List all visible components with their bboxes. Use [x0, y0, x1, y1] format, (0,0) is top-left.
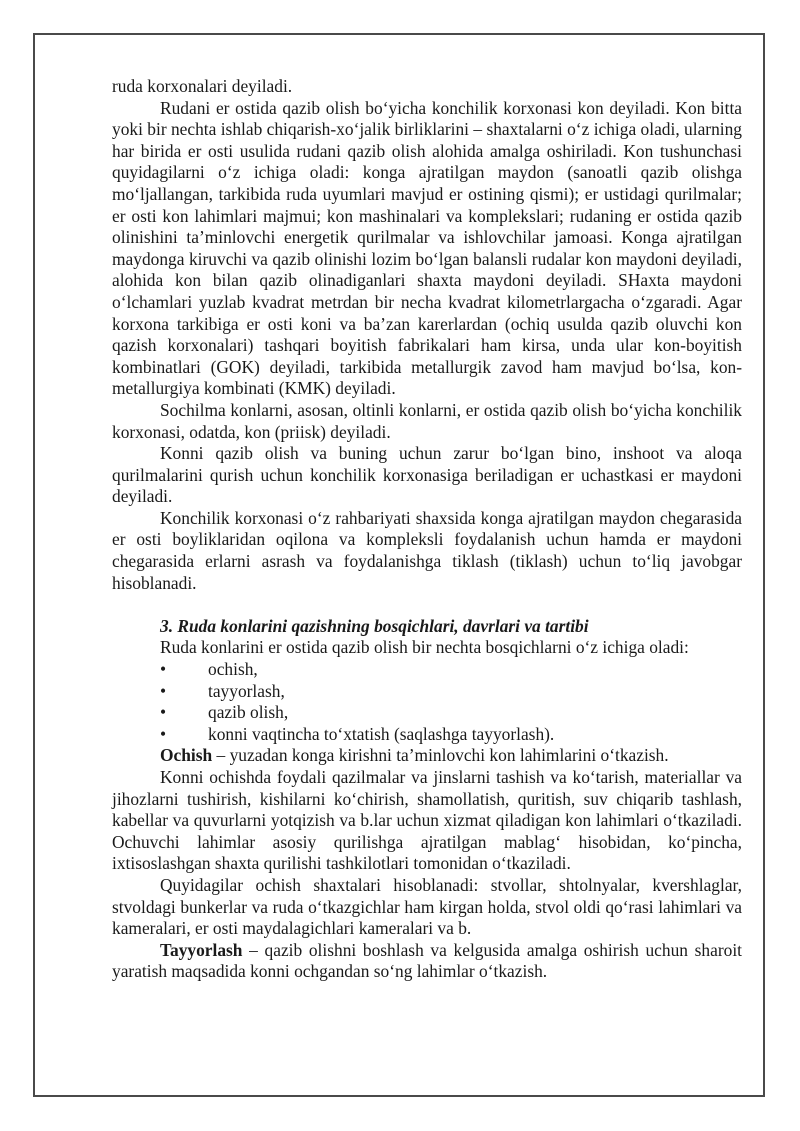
list-item [112, 659, 742, 681]
section-heading: 3. Ruda konlarini qazishning bosqichlari, davrlari va tartibi [160, 615, 589, 636]
section-intro: Ruda konlarini er ostida qazib olish bir nechta bosqichlarni o‘z ichiga oladi: [160, 637, 689, 658]
paragraph: Quyidagilar ochish shaxtalari hisoblanadi: stvollar, shtolnyalar, kvershlaglar, stvoldagi bunkerlar va ruda o‘tkazgichlar ham kirgan holda, stvol oldi qo‘rasi lahimlari va kameralari, er osti maydalagichlari kameralari va b. [112, 874, 742, 939]
ochish-term: Ochish [160, 745, 213, 766]
stages-list [112, 659, 742, 745]
bullet-icon: • [160, 702, 167, 723]
paragraph: ruda korxonalari deyiladi. [112, 76, 293, 96]
list-item [112, 702, 742, 724]
tayyorlash-definition [112, 940, 742, 983]
paragraph: Konni ochishda foydali qazilmalar va jinslarni tashish va ko‘tarish, materiallar va jihozlarni tushirish, kishilarni ko‘chirish, shamollatish, quritish, suv chiqarib tashlash, kabellar va quvurlarni yotqizish va b.lar uchun xizmat qiladigan kon lahimlari o‘tkaziladi. Ochuvchi lahimlar asosiy qurilishga ajratilgan mablag‘ hisobidan, ko‘pincha, ixtisoslashgan shaxta qurilishi tashkilotlari tomonidan o‘tkaziladi. [112, 767, 742, 874]
ochish-text: – yuzadan konga kirishni ta’minlovchi kon lahimlarini o‘tkazish. [212, 745, 669, 766]
section-gap [112, 594, 742, 616]
list-item-text: qazib olish, [208, 702, 289, 723]
paragraph: Konni qazib olish va buning uchun zarur bo‘lgan bino, inshoot va aloqa qurilmalarini qurish uchun konchilik korxonasiga beriladigan er uchastkasi er maydoni deyiladi. [112, 443, 742, 507]
paragraph: Sochilma konlarni, asosan, oltinli konlarni, er ostida qazib olish bo‘yicha konchilik korxonasi, odatda, kon (priisk) deyiladi. [112, 399, 742, 442]
list-item-text: konni vaqtincha to‘xtatish (saqlashga tayyorlash). [208, 723, 555, 744]
paragraph: Konchilik korxonasi o‘z rahbariyati shaxsida konga ajratilgan maydon chegarasida er osti boyliklaridan oqilona va kompleksli foydalanish uchun hamda er maydoni chegarasida erlarni asrash va foydalanishga tiklash (tiklash) uchun to‘liq javobgar hisoblanadi. [112, 507, 742, 593]
bullet-icon: • [160, 659, 167, 680]
document-body [112, 76, 742, 983]
ochish-definition [112, 745, 742, 767]
paragraphs-before [112, 76, 742, 594]
tayyorlash-text: – qazib olishni boshlash va kelgusida amalga oshirish uchun sharoit yaratish maqsadida konni ochgandan so‘ng lahimlar o‘tkazish. [112, 939, 742, 982]
paragraphs-after [112, 767, 742, 940]
bullet-icon: • [160, 723, 167, 744]
list-item [112, 681, 742, 703]
list-item-text: tayyorlash, [208, 680, 285, 701]
bullet-icon: • [160, 680, 167, 701]
list-item [112, 724, 742, 746]
list-item-text: ochish, [208, 659, 258, 680]
tayyorlash-term: Tayyorlash [160, 939, 243, 960]
paragraph: Rudani er ostida qazib olish bo‘yicha konchilik korxonasi kon deyiladi. Kon bitta yoki bir nechta ishlab chiqarish-xo‘jalik birliklarini – shaxtalarni o‘z ichiga oladi, ularning har birida er osti usulida rudani qazib olish alohida amalga oshiriladi. Kon tushunchasi quyidagilarni o‘z ichiga oladi: konga ajratilgan maydon (sanoatli qazib olishga mo‘ljallangan, tarkibida ruda uyumlari mavjud er ostining qismi); er ustidagi qurilmalar; er osti kon lahimlari majmui; kon mashinalari va komplekslari; rudaning er ostida qazib olinishini ta’minlovchi energetik qurilmalar va ishlovchilar jamoasi. Konga ajratilgan maydonga kiruvchi va qazib olinishi lozim bo‘lgan balansli rudalar kon maydoni deyiladi, alohida kon bilan qazib olinadiganlari shaxta maydoni deyiladi. SHaxta maydoni o‘lchamlari yuzlab kvadrat metrdan bir necha kvadrat kilometrlargacha o‘zgaradi. Agar korxona tarkibiga er osti koni va ba’zan karerlardan (ochiq usulda qazib oluvchi kon qazish korxonalari) tashqari boyitish fabrikalari ham kirsa, unda ular kon-boyitish kombinatlari (GOK) deyiladi, tarkibida metallurgik zavod ham mavjud bo‘lsa, kon-metallurgiya kombinati (KMK) deyiladi. [112, 97, 742, 399]
